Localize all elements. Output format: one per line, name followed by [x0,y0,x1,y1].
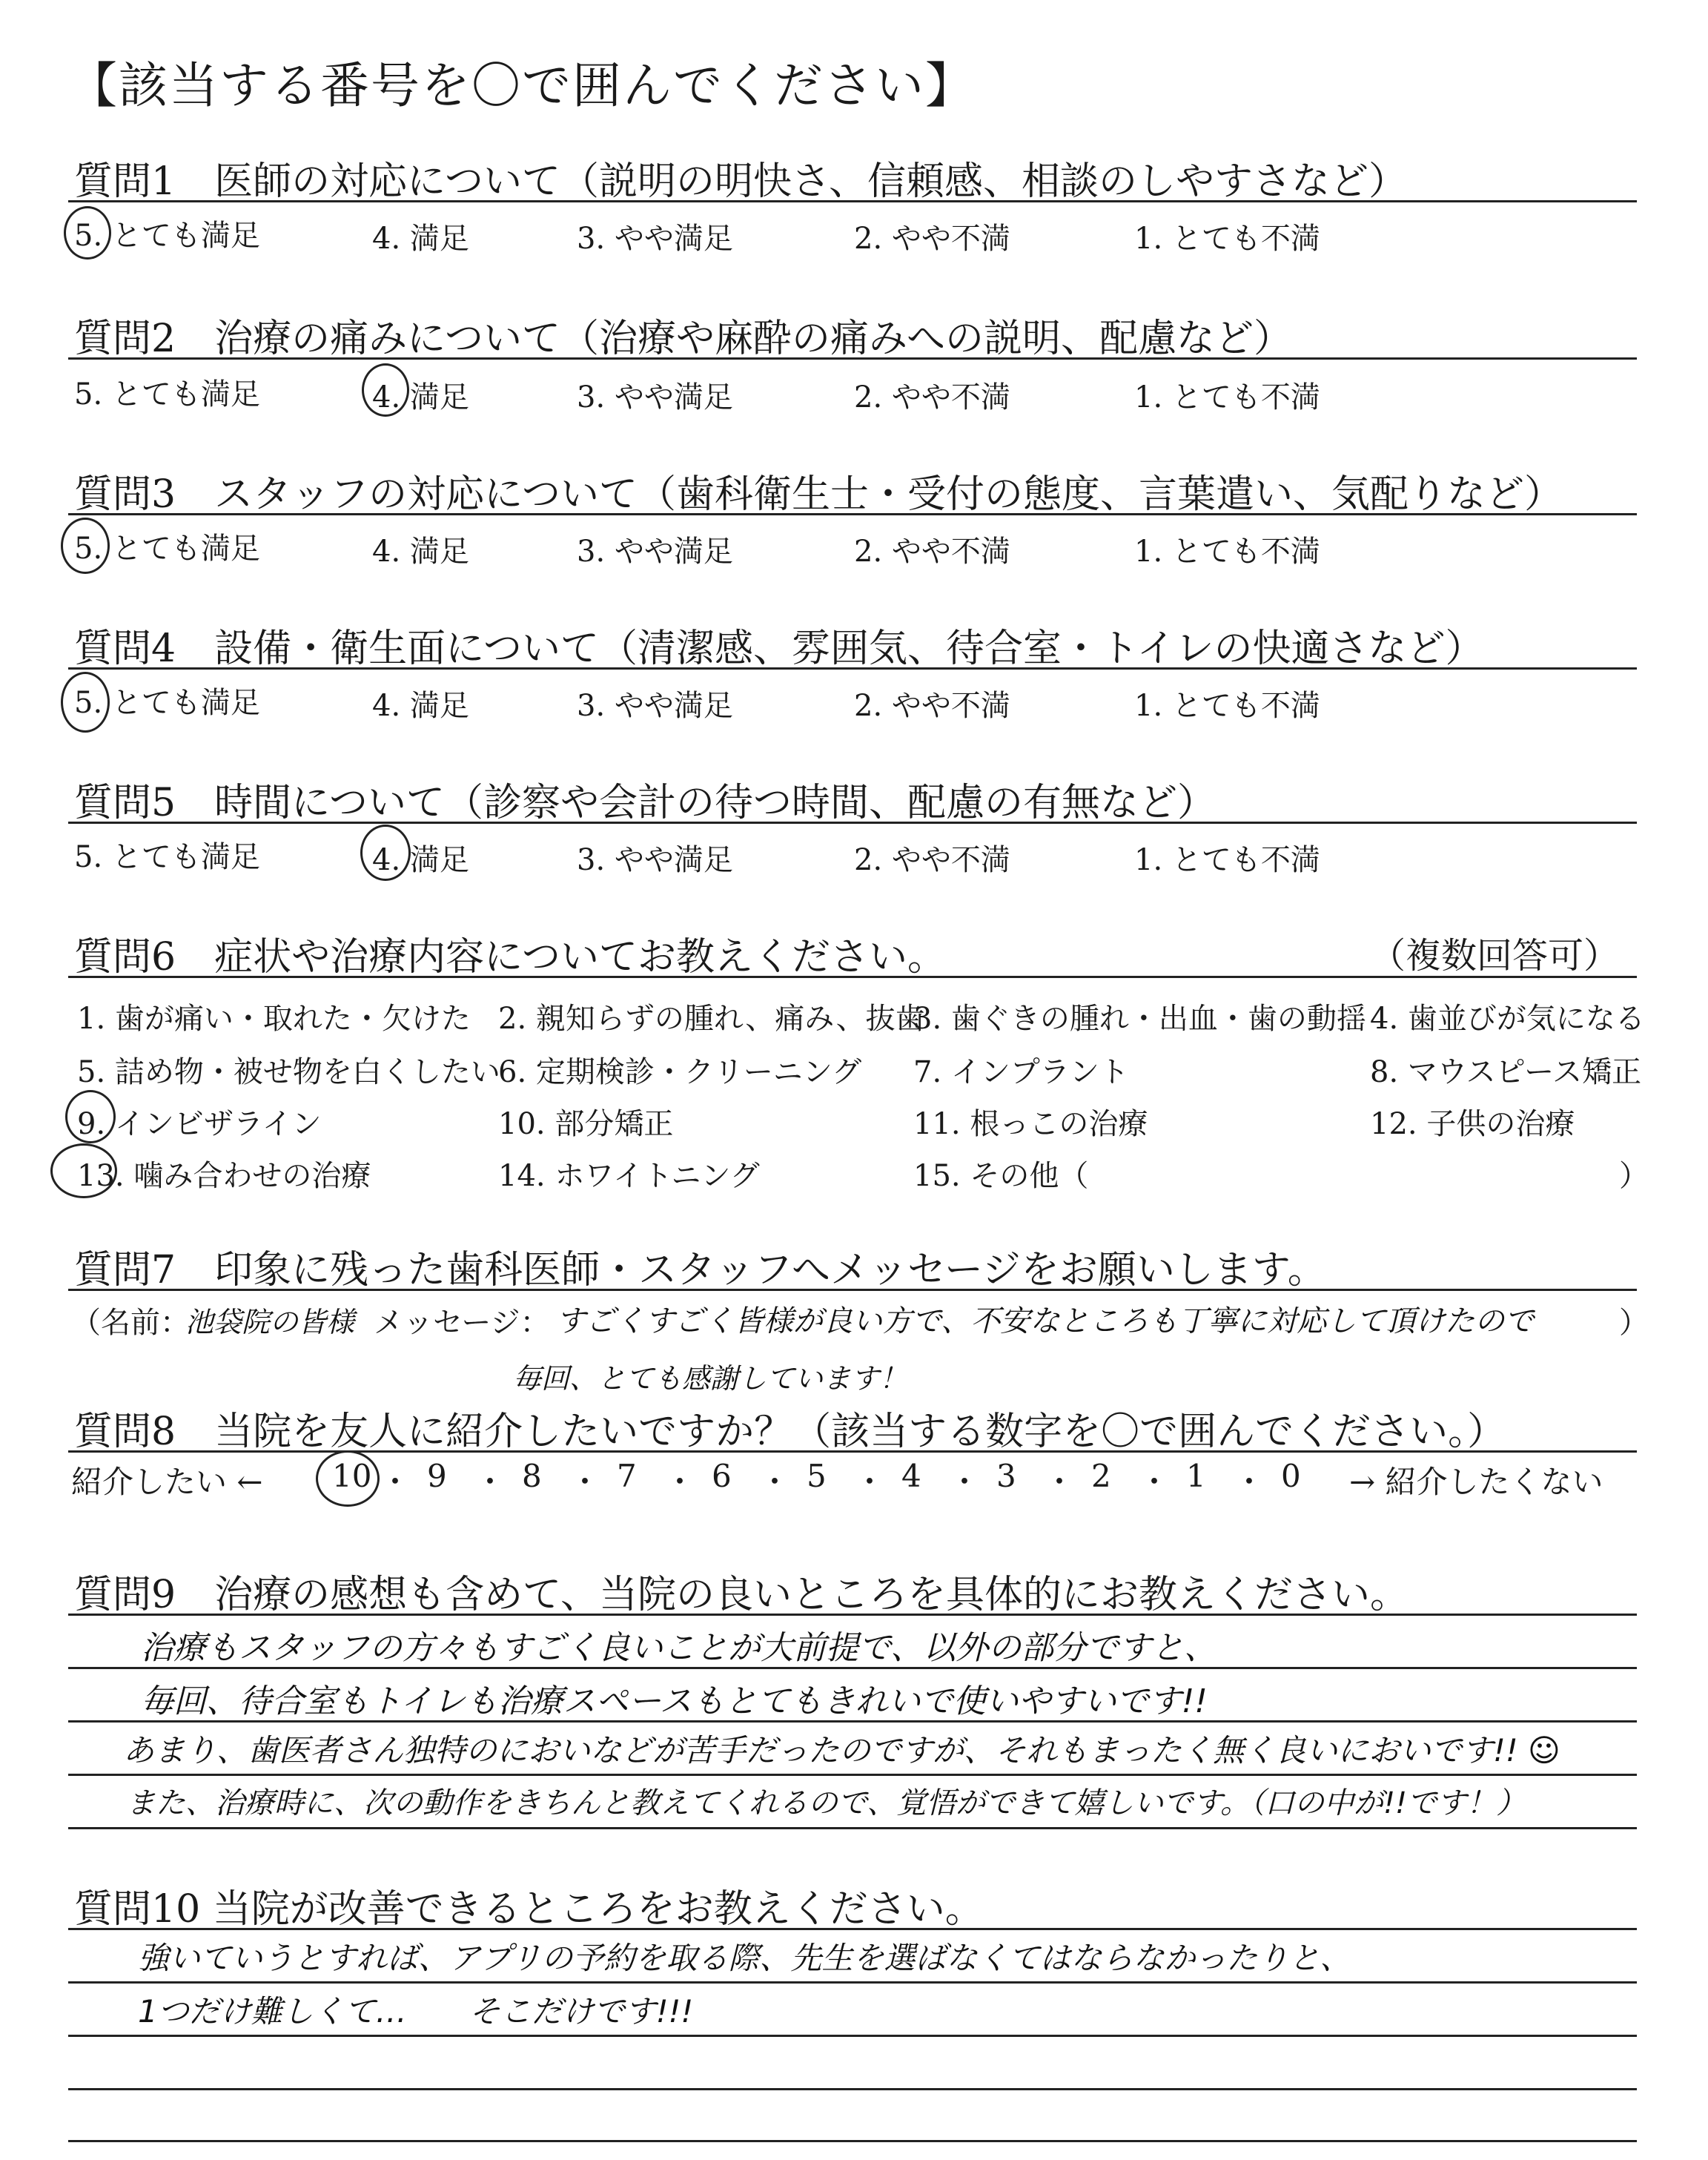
q1-option-5[interactable]: 5. とても満足 [74,219,260,253]
question-1-label: 質問1 医師の対応について（説明の明快さ、信頼感、相談のしやすさなど） [74,159,1407,204]
scale-separator: ・ [1044,1464,1076,1500]
question-6-note: （複数回答可） [1370,935,1620,977]
answer-line [68,2088,1637,2090]
selection-circle [362,363,409,417]
scale-number-10[interactable]: 10 [332,1458,372,1494]
q6-item-12[interactable]: 12. 子供の治療 [1370,1107,1575,1141]
q4-option-3[interactable]: 3. やや満足 [577,689,733,723]
scale-separator: ・ [380,1464,411,1500]
q2-option-1[interactable]: 1. とても不満 [1134,380,1320,415]
q3-option-3[interactable]: 3. やや満足 [577,535,733,569]
q5-option-4[interactable]: 4. 満足 [372,843,469,877]
q1-option-4[interactable]: 4. 満足 [372,222,469,256]
q9-answer-line-4: また、治療時に、次の動作をきちんと教えてくれるので、覚悟ができて嬉しいです。（口の中が!!です！） [126,1786,1526,1820]
q6-item-15[interactable]: 15. その他（ [913,1159,1089,1193]
q6-item-8[interactable]: 8. マウスピース矯正 [1370,1055,1642,1089]
question-3-label: 質問3 スタッフの対応について（歯科衛生士・受付の態度、言葉遣い、気配りなど） [74,472,1563,517]
question-2-label: 質問2 治療の痛みについて（治療や麻酔の痛みへの説明、配慮など） [74,317,1293,361]
q2-option-3[interactable]: 3. やや満足 [577,380,733,415]
q5-option-3[interactable]: 3. やや満足 [577,843,733,877]
scale-number-7[interactable]: 7 [617,1458,637,1494]
selection-circle [61,672,110,733]
answer-line [68,2035,1637,2037]
answer-line [68,1774,1637,1776]
q7-message-line-2: 毎回、とても感謝しています！ [513,1362,908,1395]
q6-item-7[interactable]: 7. インプラント [913,1055,1129,1089]
divider [68,1450,1637,1453]
q7-message-prefix: メッセージ： [374,1306,550,1340]
selection-circle [61,518,110,574]
scale-separator: ・ [949,1464,981,1500]
question-8-label: 質問8 当院を友人に紹介したいですか？（該当する数字を〇で囲んでください。） [74,1410,1506,1454]
scale-number-1[interactable]: 1 [1186,1458,1206,1494]
q3-option-4[interactable]: 4. 満足 [372,535,469,569]
q7-close: ） [1619,1306,1649,1340]
scale-number-0[interactable]: 0 [1281,1458,1301,1494]
question-4-label: 質問4 設備・衛生面について（清潔感、雰囲気、待合室・トイレの快適さなど） [74,627,1484,671]
page-title: 【該当する番号を〇で囲んでください】 [68,57,976,114]
scale-number-5[interactable]: 5 [807,1458,827,1494]
q5-option-2[interactable]: 2. やや不満 [854,843,1010,877]
q4-option-5[interactable]: 5. とても満足 [74,686,260,720]
scale-number-3[interactable]: 3 [996,1458,1016,1494]
scale-number-4[interactable]: 4 [901,1458,921,1494]
q3-option-5[interactable]: 5. とても満足 [74,532,260,566]
q6-item-4[interactable]: 4. 歯並びが気になる [1370,1002,1645,1036]
q6-other-close: ） [1619,1159,1649,1193]
scale-number-6[interactable]: 6 [712,1458,732,1494]
q7-name-prefix: （名前： [71,1306,190,1340]
q6-item-10[interactable]: 10. 部分矯正 [498,1107,674,1141]
answer-line [68,2140,1637,2142]
divider [68,513,1637,515]
question-10-label: 質問10 当院が改善できるところをお教えください。 [74,1887,984,1932]
q9-answer-line-1: 治療もスタッフの方々もすごく良いことが大前提で、以外の部分ですと、 [141,1629,1217,1667]
question-5-label: 質問5 時間について（診察や会計の待つ時間、配慮の有無など） [74,781,1217,825]
question-6-label: 質問6 症状や治療内容についてお教えください。 [74,935,947,980]
divider [68,357,1637,360]
q6-item-5[interactable]: 5. 詰め物・被せ物を白くしたい [77,1055,500,1089]
divider [68,1614,1637,1616]
q6-item-14[interactable]: 14. ホワイトニング [498,1159,760,1193]
q1-option-1[interactable]: 1. とても不満 [1134,222,1320,256]
q3-option-1[interactable]: 1. とても不満 [1134,535,1320,569]
q1-option-3[interactable]: 3. やや満足 [577,222,733,256]
answer-line [68,1827,1637,1829]
q4-option-4[interactable]: 4. 満足 [372,689,469,723]
q4-option-2[interactable]: 2. やや不満 [854,689,1010,723]
selection-circle [316,1450,380,1507]
q6-item-1[interactable]: 1. 歯が痛い・取れた・欠けた [77,1002,471,1036]
scale-separator: ・ [664,1464,696,1500]
selection-circle [64,206,111,260]
question-7-label: 質問7 印象に残った歯科医師・スタッフへメッセージをお願いします。 [74,1248,1326,1292]
q2-option-2[interactable]: 2. やや不満 [854,380,1010,415]
scale-number-8[interactable]: 8 [522,1458,542,1494]
q9-answer-line-3: あまり、歯医者さん独特のにおいなどが苦手だったのですが、それもまったく無く良いにおいです!! ☺ [123,1732,1560,1768]
selection-circle [65,1090,116,1143]
divider [68,1289,1637,1291]
divider [68,667,1637,670]
scale-separator: ・ [1234,1464,1265,1500]
q6-item-13[interactable]: 13. 噛み合わせの治療 [77,1159,371,1193]
q2-option-4[interactable]: 4. 満足 [372,380,469,415]
q8-left-label: 紹介したい ← [71,1464,263,1500]
divider [68,976,1637,978]
q6-item-2[interactable]: 2. 親知らずの腫れ、痛み、抜歯 [498,1002,925,1036]
q4-option-1[interactable]: 1. とても不満 [1134,689,1320,723]
selection-circle [50,1143,117,1198]
divider [68,200,1637,202]
divider [68,822,1637,824]
scale-separator: ・ [1139,1464,1171,1500]
q5-option-5[interactable]: 5. とても満足 [74,840,260,874]
q5-option-1[interactable]: 1. とても不満 [1134,843,1320,877]
q9-answer-line-2: 毎回、待合室もトイレも治療スペースもとてもきれいで使いやすいです!! [141,1682,1208,1720]
selection-circle [360,825,411,881]
scale-number-9[interactable]: 9 [427,1458,447,1494]
q10-answer-line-2: 1つだけ難しくて… そこだけです!!! [138,1993,694,2029]
q8-right-label: → 紹介したくない [1349,1464,1603,1500]
scale-separator: ・ [474,1464,506,1500]
question-9-label: 質問9 治療の感想も含めて、当院の良いところを具体的にお教えください。 [74,1573,1409,1617]
q2-option-5[interactable]: 5. とても満足 [74,377,260,412]
scale-number-2[interactable]: 2 [1091,1458,1111,1494]
q1-option-2[interactable]: 2. やや不満 [854,222,1010,256]
q10-answer-line-1: 強いていうとすれば、アプリの予約を取る際、先生を選ばなくてはならなかったりと、 [138,1940,1351,1976]
q6-item-9[interactable]: 9. インビザライン [77,1107,322,1141]
answer-line [68,1981,1637,1984]
q6-item-11[interactable]: 11. 根っこの治療 [913,1107,1148,1141]
scale-separator: ・ [759,1464,791,1500]
q6-item-6[interactable]: 6. 定期検診・クリーニング [498,1055,862,1089]
scale-separator: ・ [569,1464,601,1500]
q6-item-3[interactable]: 3. 歯ぐきの腫れ・出血・歯の動揺 [913,1002,1366,1036]
q3-option-2[interactable]: 2. やや不満 [854,535,1010,569]
q7-name-value: 池袋院の皆様 [185,1306,355,1338]
divider [68,1928,1637,1930]
scale-separator: ・ [854,1464,886,1500]
q7-message-line-1: すごくすごく皆様が良い方で、不安なところも丁寧に対応して頂けたので [556,1304,1535,1338]
